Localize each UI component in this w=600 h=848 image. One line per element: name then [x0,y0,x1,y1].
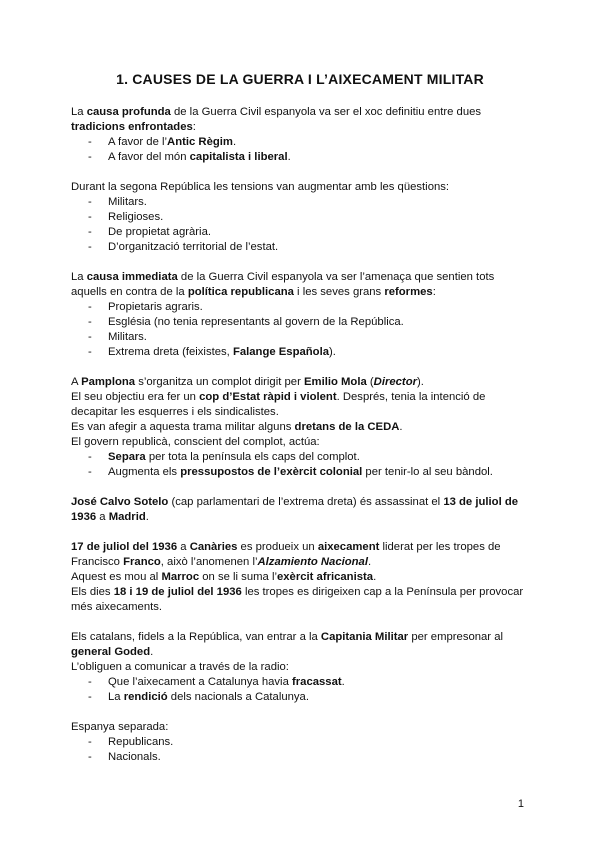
paragraph-radio: L’obliguen a comunicar a través de la radio: [71,661,289,673]
document-body [71,105,531,765]
list-item: - Augmenta els pressupostos de l’exèrcit colonial per tenir-lo al seu bàndol. [88,465,531,480]
paragraph-marroc: Aquest es mou al Marroc on se li suma l’exèrcit africanista. [71,571,377,583]
page-title: 1. CAUSES DE LA GUERRA I L’AIXECAMENT MILITAR [116,71,484,87]
list-item: - Religioses. [88,210,531,225]
list-radio [71,675,531,705]
list-item: - Republicans. [88,735,531,750]
paragraph-catalans: Els catalans, fidels a la República, van entrar a la Capitania Militar per empresonar al general Goded. [71,631,504,658]
paragraph-causa-profunda: La causa profunda de la Guerra Civil espanyola va ser el xoc definitiu entre dues tradicions enfrontades: [71,106,482,133]
list-item: - Militars. [88,195,531,210]
list-item: - La rendició dels nacionals a Catalunya. [88,690,531,705]
list-item: - Extrema dreta (feixistes, Falange Española). [88,345,531,360]
paragraph-aixecament: 17 de juliol del 1936 a Canàries es produeix un aixecament liderat per les tropes de Francisco Franco, això l’anomenen l’Alzamiento Nacional. [71,541,501,568]
list-govern-actions [71,450,531,480]
list-item: - De propietat agrària. [88,225,531,240]
list-item: - D’organització territorial de l’estat. [88,240,531,255]
paragraph-causa-immediata: La causa immediata de la Guerra Civil espanyola va ser l’amenaça que sentien tots aquells en contra de la política republicana i les seves grans reformes: [71,271,495,298]
list-tradicions [71,135,531,165]
page-number: 1 [517,798,524,810]
paragraph-govern: El govern republicà, conscient del complot, actúa: [71,436,320,448]
paragraph-espanya-separada: Espanya separada: [71,721,169,733]
list-item: - Militars. [88,330,531,345]
paragraph-ceda: Es van afegir a aquesta trama militar alguns dretans de la CEDA. [71,421,403,433]
list-item: - Església (no tenia representants al govern de la República. [88,315,531,330]
list-item: - Propietaris agraris. [88,300,531,315]
list-questions [71,195,531,255]
paragraph-tensions: Durant la segona República les tensions van augmentar amb les qüestions: [71,181,450,193]
paragraph-complot: A Pamplona s’organitza un complot dirigit per Emilio Mola (Director). [71,376,424,388]
paragraph-objectiu: El seu objectiu era fer un cop d’Estat ràpid i violent. Després, tenia la intenció de decapitar les esquerres i els sindicalistes. [71,391,486,418]
list-item: - Nacionals. [88,750,531,765]
list-item: - A favor del món capitalista i liberal. [88,150,531,165]
paragraph-calvo-sotelo: José Calvo Sotelo (cap parlamentari de l’extrema dreta) és assassinat el 13 de juliol de 1936 a Madrid. [71,496,519,523]
list-item: - A favor de l’Antic Règim. [88,135,531,150]
list-item: - Que l’aixecament a Catalunya havia fracassat. [88,675,531,690]
list-opositors [71,300,531,360]
list-item: - Separa per tota la península els caps del complot. [88,450,531,465]
paragraph-peninsula: Els dies 18 i 19 de juliol del 1936 les tropes es dirigeixen cap a la Península per provocar més aixecaments. [71,586,524,613]
list-bandols [71,735,531,765]
